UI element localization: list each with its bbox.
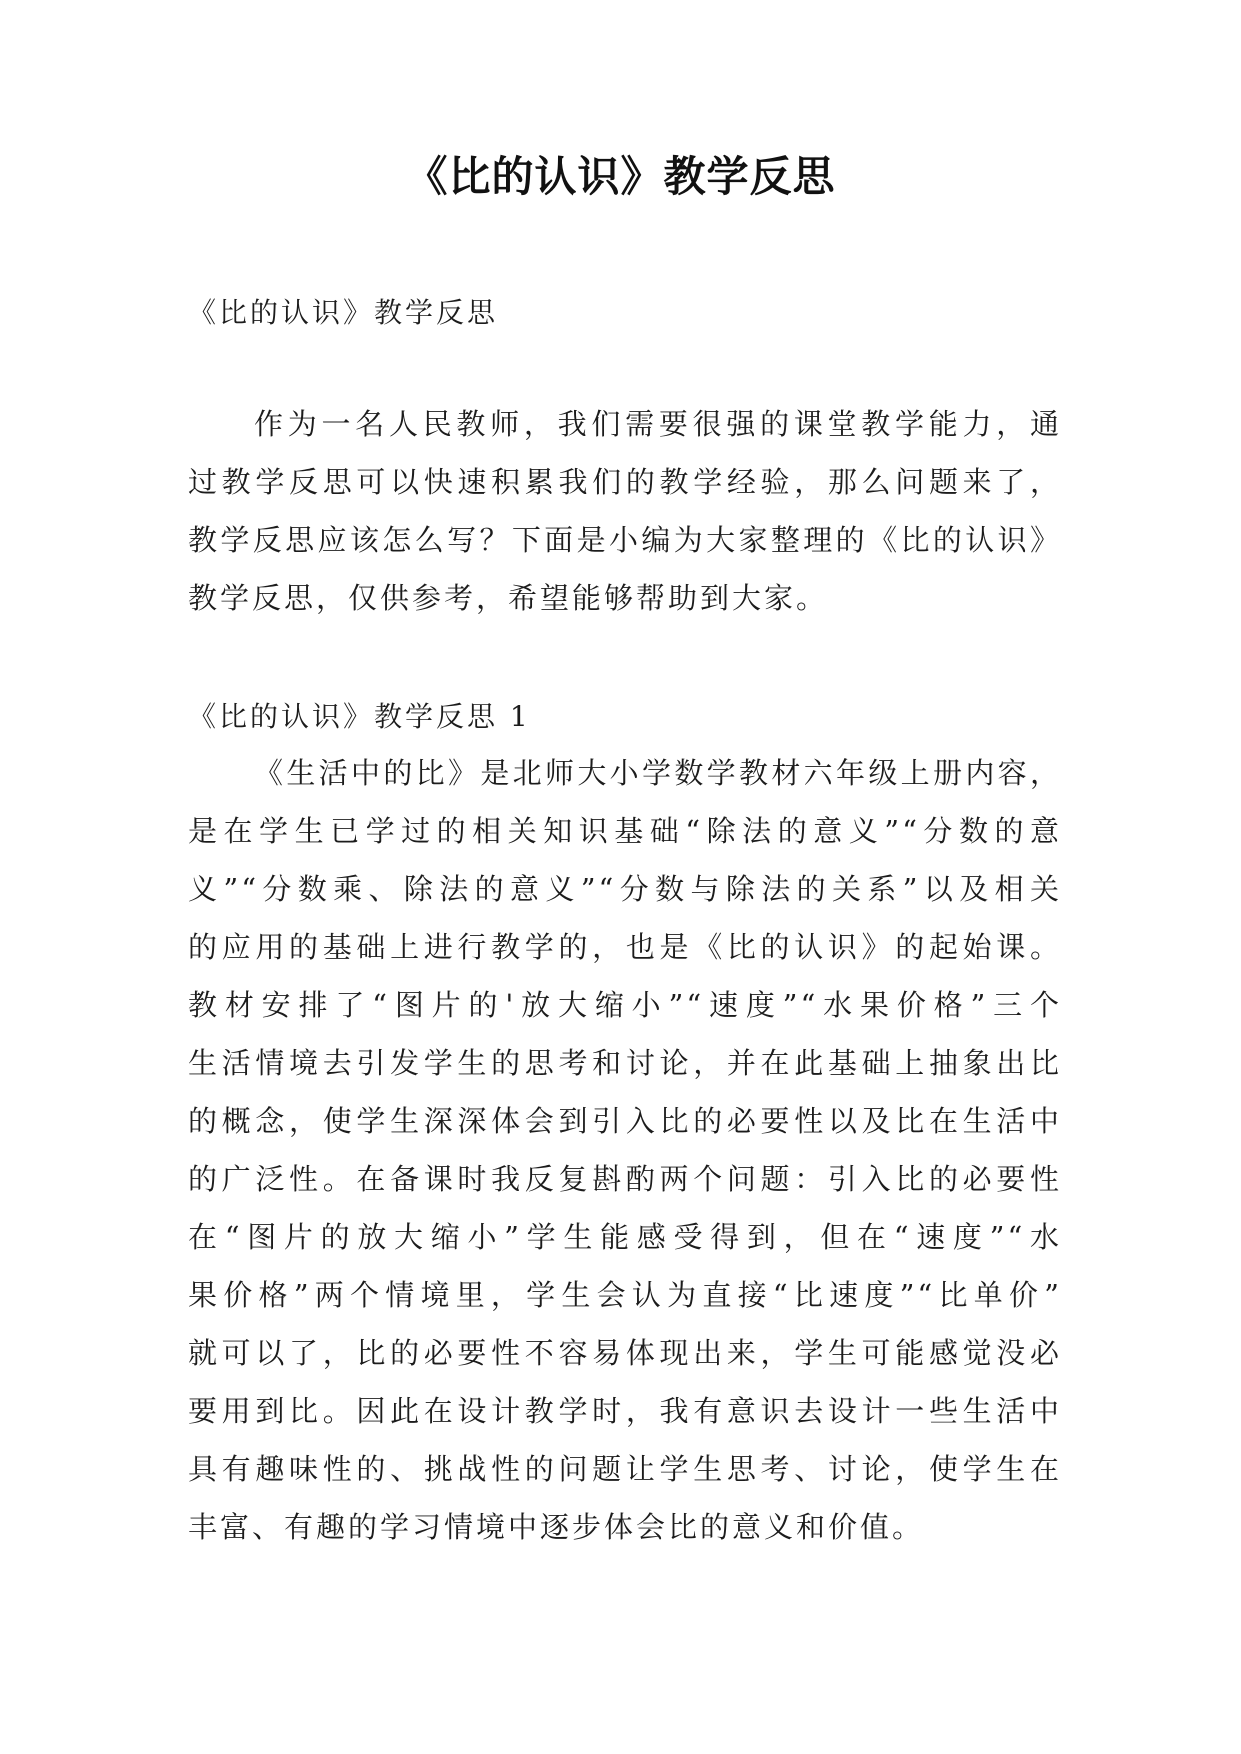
- paragraph-line: 的应用的基础上进行教学的，也是《比的认识》的起始课。: [188, 930, 1062, 964]
- paragraph-line: 生活情境去引发学生的思考和讨论，并在此基础上抽象出比: [188, 1046, 1062, 1080]
- intro-paragraph: [188, 395, 1062, 627]
- paragraph-line: 义”“分数乘、除法的意义”“分数与除法的关系”以及相关: [188, 872, 1062, 906]
- paragraph-line: 《生活中的比》是北师大小学数学教材六年级上册内容，: [254, 756, 1062, 790]
- paragraph-line: 是在学生已学过的相关知识基础“除法的意义”“分数的意: [188, 814, 1062, 848]
- section-1-heading: 《比的认识》教学反思 1: [188, 700, 531, 733]
- intro-heading: 《比的认识》教学反思: [188, 296, 499, 329]
- paragraph-line: 过教学反思可以快速积累我们的教学经验，那么问题来了，: [188, 465, 1062, 499]
- document-title: 《比的认识》教学反思: [405, 152, 836, 201]
- paragraph-line: 具有趣味性的、挑战性的问题让学生思考、讨论，使学生在: [188, 1452, 1062, 1486]
- paragraph-line: 教学反思，仅供参考，希望能够帮助到大家。: [188, 581, 829, 615]
- paragraph-line: 教材安排了“图片的'放大缩小”“速度”“水果价格”三个: [188, 988, 1062, 1022]
- paragraph-line: 教学反思应该怎么写？下面是小编为大家整理的《比的认识》: [188, 523, 1062, 557]
- paragraph-line: 的广泛性。在备课时我反复斟酌两个问题：引入比的必要性: [188, 1162, 1062, 1196]
- paragraph-line: 作为一名人民教师，我们需要很强的课堂教学能力，通: [254, 407, 1062, 441]
- paragraph-line: 在“图片的放大缩小”学生能感受得到，但在“速度”“水: [188, 1220, 1062, 1254]
- paragraph-line: 就可以了，比的必要性不容易体现出来，学生可能感觉没必: [188, 1336, 1062, 1370]
- paragraph-line: 果价格”两个情境里，学生会认为直接“比速度”“比单价”: [188, 1278, 1062, 1312]
- section-1-paragraph: [188, 744, 1062, 1556]
- paragraph-line: 丰富、有趣的学习情境中逐步体会比的意义和价值。: [188, 1510, 925, 1544]
- paragraph-line: 要用到比。因此在设计教学时，我有意识去设计一些生活中: [188, 1394, 1062, 1428]
- paragraph-line: 的概念，使学生深深体会到引入比的必要性以及比在生活中: [188, 1104, 1062, 1138]
